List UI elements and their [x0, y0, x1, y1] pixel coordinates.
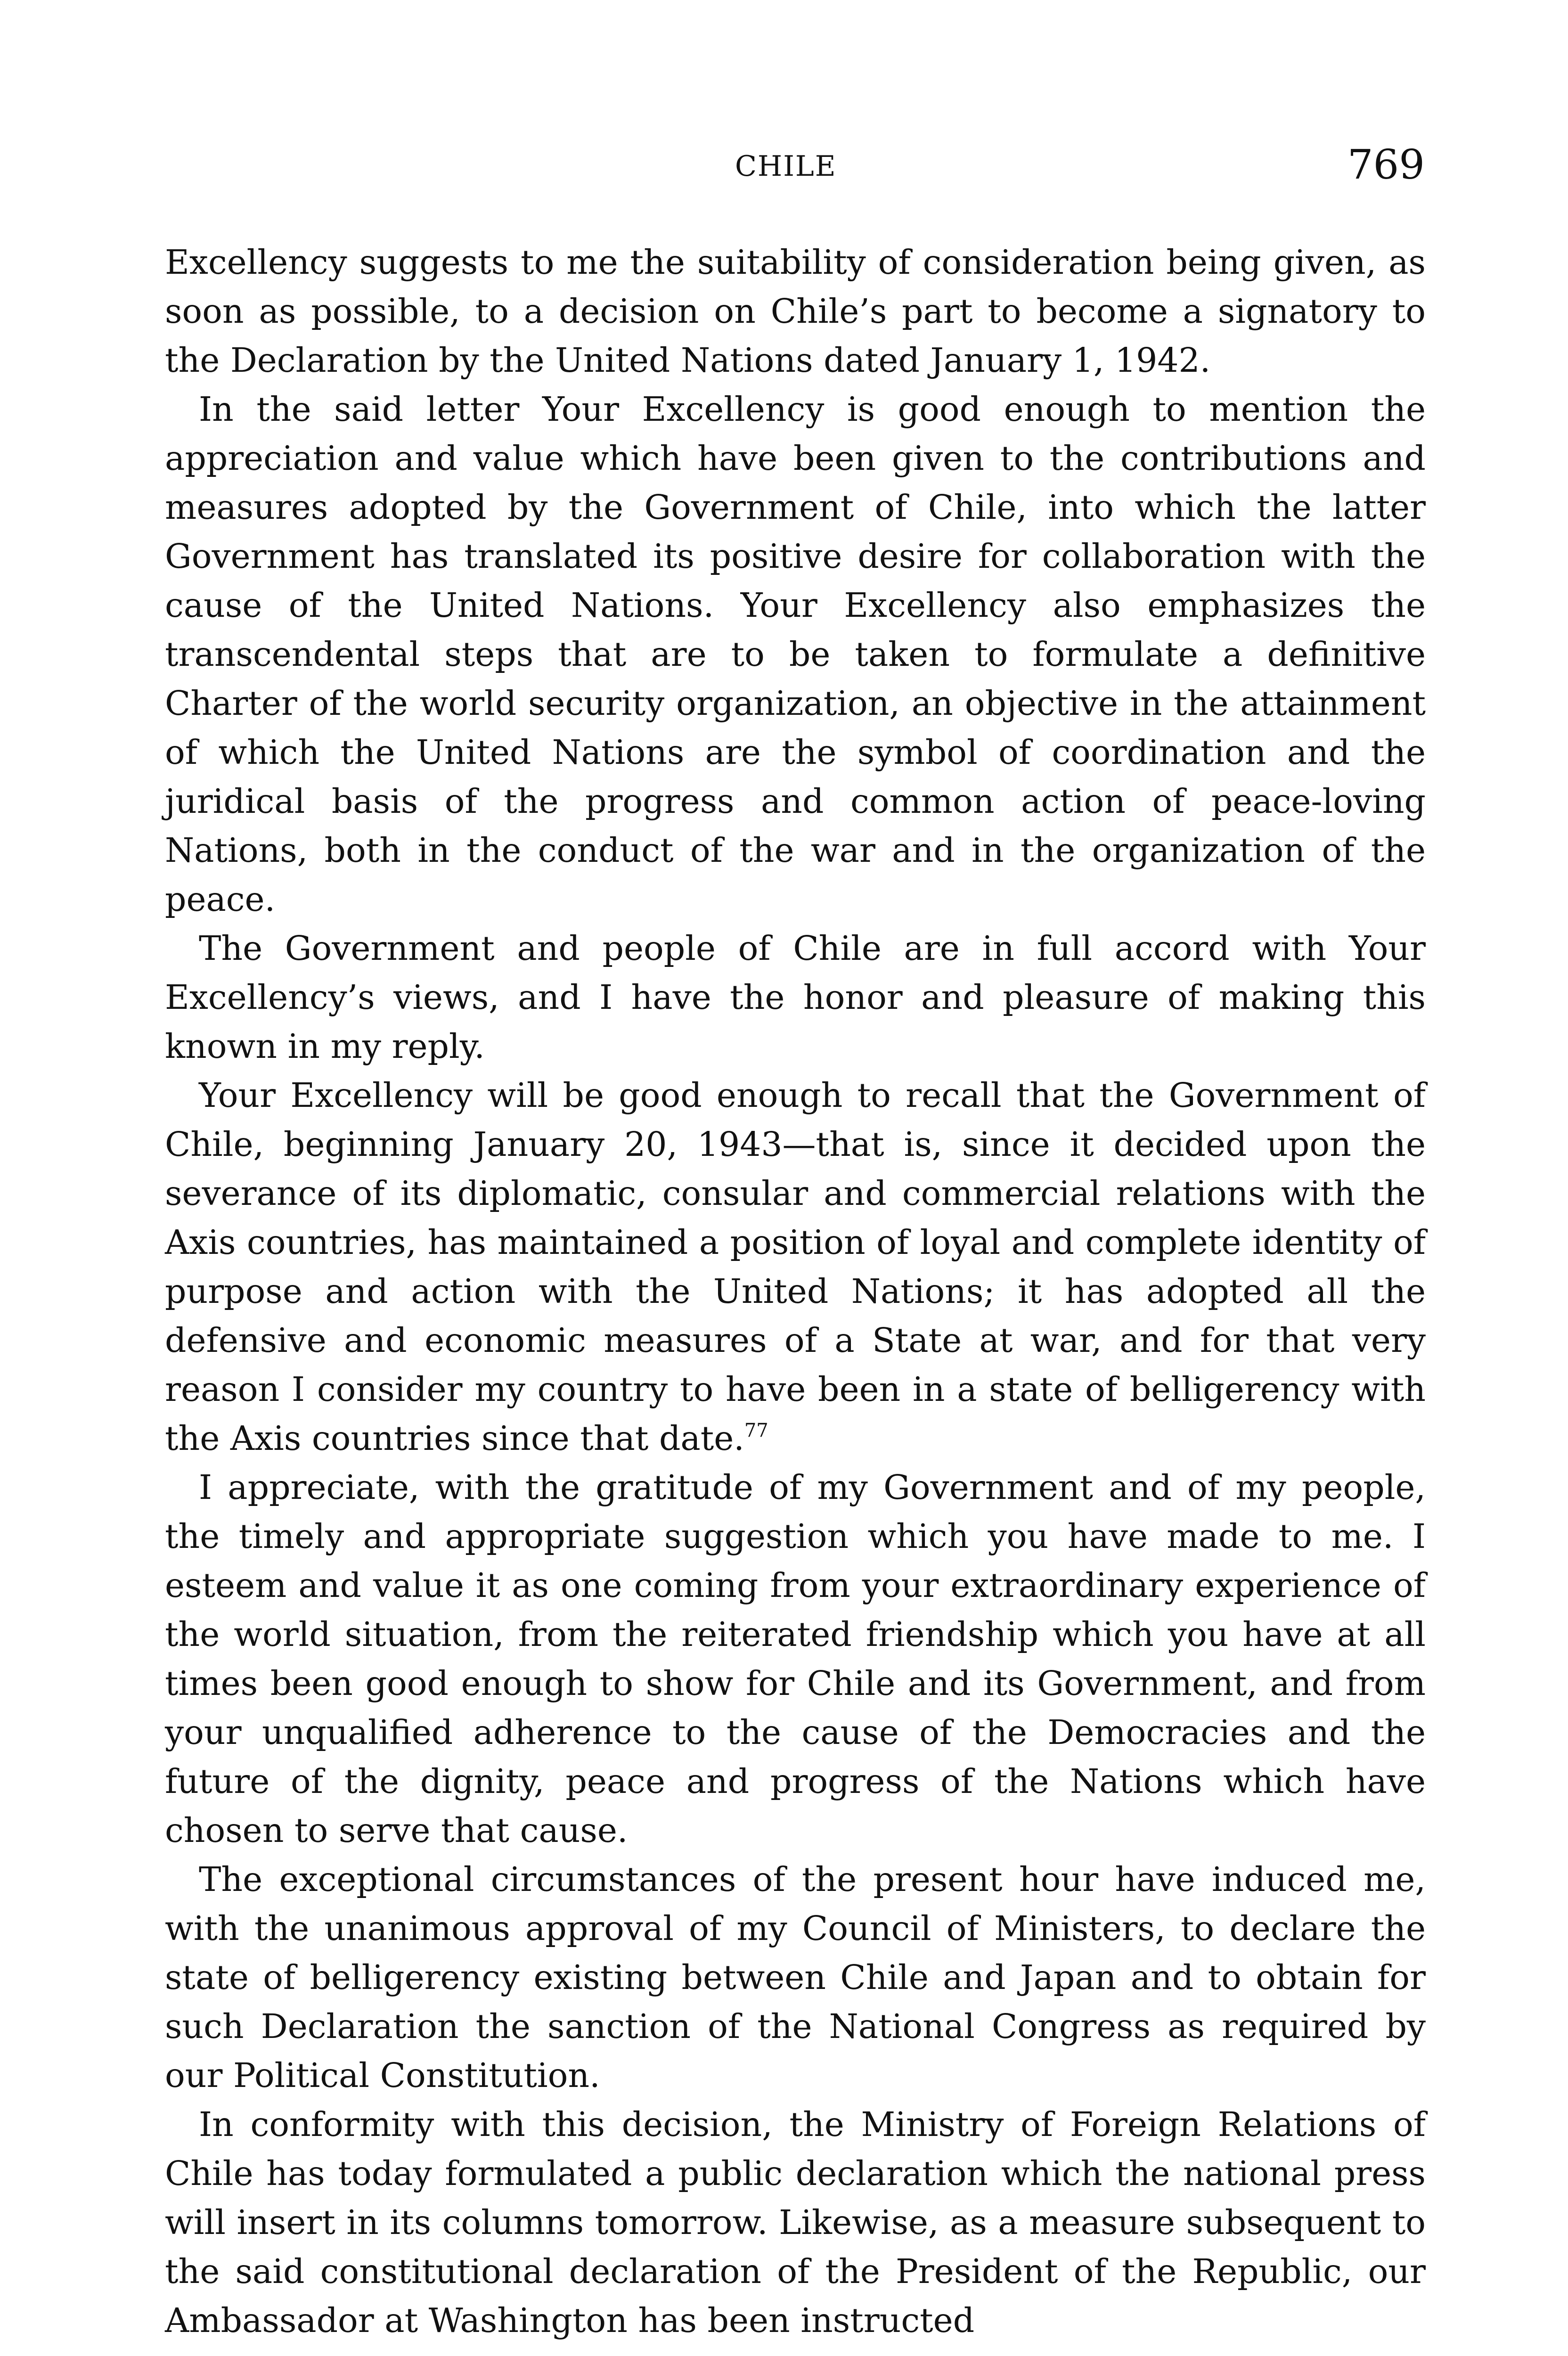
paragraph: [165, 924, 1426, 1071]
paragraph: [165, 1071, 1426, 1463]
running-title: CHILE: [735, 150, 837, 183]
paragraph-text: Your Excellency will be good enough to recall that the Government of Chile, beginning January 20, 1943—that is, since it decided upon the severance of its diplomatic, consular and commercial relations with the Axis countries, has maintained a position of loyal and complete identity of purpose and action with the United Nations; it has adopted all the defensive and economic measures of a State at war, and for that very reason I consider my country to have been in a state of belligerency with the Axis countries since that date.: [165, 1076, 1426, 1458]
paragraph-text: I appreciate, with the gratitude of my Government and of my people, the timely and appropriate suggestion which you have made to me. I esteem and value it as one coming from your extraordinary experience of the world situation, from the reiterated friendship which you have at all times been good enough to show for Chile and its Government, and from your unqualified adherence to the cause of the Democracies and the future of the dignity, peace and progress of the Nations which have chosen to serve that cause.: [165, 1468, 1426, 1850]
paragraph-text: The Government and people of Chile are in full accord with Your Excellency’s views, and I have the honor and pleasure of making this known in my reply.: [165, 929, 1426, 1066]
paragraph-text: Excellency suggests to me the suitability of consideration being given, as soon as possible, to a decision on Chile’s part to become a signatory to the Declaration by the United Nations dated January 1, 1942.: [165, 243, 1426, 380]
paragraph-text: The exceptional circumstances of the present hour have induced me, with the unanimous approval of my Council of Ministers, to declare the state of belligerency existing between Chile and Japan and to obtain for such Declaration the sanction of the National Congress as required by our Political Constitution.: [165, 1860, 1426, 2095]
paragraph: [165, 238, 1426, 385]
paragraph: [165, 385, 1426, 924]
body-text: [165, 238, 1426, 2345]
paragraph: [165, 1463, 1426, 1855]
footnote-reference[interactable]: 77: [744, 1420, 768, 1441]
paragraph-text: In the said letter Your Excellency is good enough to mention the appreciation and value which have been given to the contributions and measures adopted by the Government of Chile, into which the latter Government has translated its positive desire for collaboration with the cause of the United Nations. Your Excellency also emphasizes the transcendental steps that are to be taken to formulate a definitive Charter of the world security organization, an objective in the attainment of which the United Nations are the symbol of coordination and the juridical basis of the progress and common action of peace-loving Nations, both in the conduct of the war and in the organization of the peace.: [165, 390, 1426, 919]
paragraph-text: In conformity with this decision, the Ministry of Foreign Relations of Chile has today formulated a public declaration which the national press will insert in its columns tomorrow. Likewise, as a measure subsequent to the said constitutional declaration of the President of the Republic, our Ambassador at Washington has been instructed: [165, 2105, 1426, 2340]
paragraph: [165, 2100, 1426, 2345]
page-number: 769: [1347, 141, 1425, 188]
paragraph: [165, 1855, 1426, 2100]
